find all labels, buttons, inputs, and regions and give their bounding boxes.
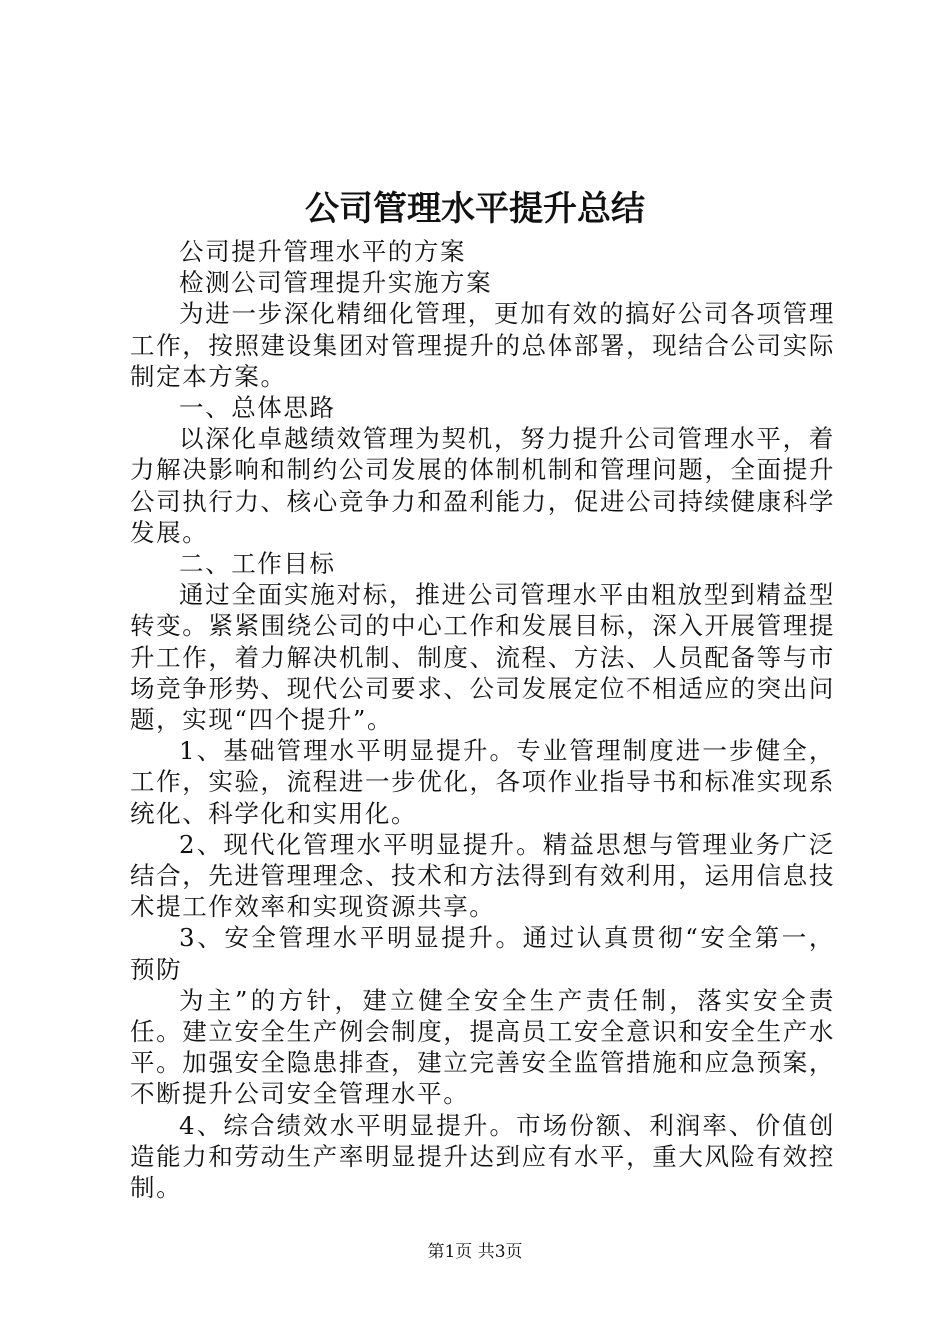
paragraph-subtitle: 检测公司管理提升实施方案 [179,268,493,298]
paragraph-goal-1: 1、基础管理水平明显提升。专业管理制度进一步健全，工作，实验，流程进一步优化，各项作业指导书和标准实现系统化、科学化和实用化。 [130,736,835,828]
page-number: 第1页 共3页 [427,1242,523,1262]
paragraph-goal-4: 4、综合绩效水平明显提升。市场份额、利润率、价值创造能力和劳动生产率明显提升达到应有水平，重大风险有效控制。 [130,1110,835,1203]
paragraph-plan-title: 公司提升管理水平的方案 [179,237,467,266]
paragraph-goals: 通过全面实施对标，推进公司管理水平由粗放型到精益型转变。紧紧围绕公司的中心工作和发展目标，深入开展管理提升工作，着力解决机制、制度、流程、方法、人员配备等与市场竞争形势、现代公司要求、公司发展定位不相适应的突出问题，实现“四个提升”。 [130,580,835,735]
document-body [130,236,835,1203]
paragraph-goal-3: 3、安全管理水平明显提升。通过认真贯彻“安全第一，预防 [130,923,835,984]
heading-work-goals: 二、工作目标 [179,549,336,579]
paragraph-intro: 为进一步深化精细化管理，更加有效的搞好公司各项管理工作，按照建设集团对管理提升的总体部署，现结合公司实际制定本方案。 [130,299,835,391]
paragraph-goal-3-cont: 为主”的方针，建立健全安全生产责任制，落实安全责任。建立安全生产例会制度，提高员工安全意识和安全生产水平。加强安全隐患排查，建立完善安全监管措施和应急预案，不断提升公司安全管理水平。 [130,985,835,1109]
heading-overall-approach: 一、总体思路 [179,393,336,423]
page-title: 公司管理水平提升总结 [305,189,645,229]
paragraph-goal-2: 2、现代化管理水平明显提升。精益思想与管理业务广泛结合，先进管理理念、技术和方法得到有效利用，运用信息技术提工作效率和实现资源共享。 [130,829,835,922]
paragraph-approach: 以深化卓越绩效管理为契机，努力提升公司管理水平，着力解决影响和制约公司发展的体制机制和管理问题，全面提升公司执行力、核心竞争力和盈利能力，促进公司持续健康科学发展。 [130,424,835,547]
